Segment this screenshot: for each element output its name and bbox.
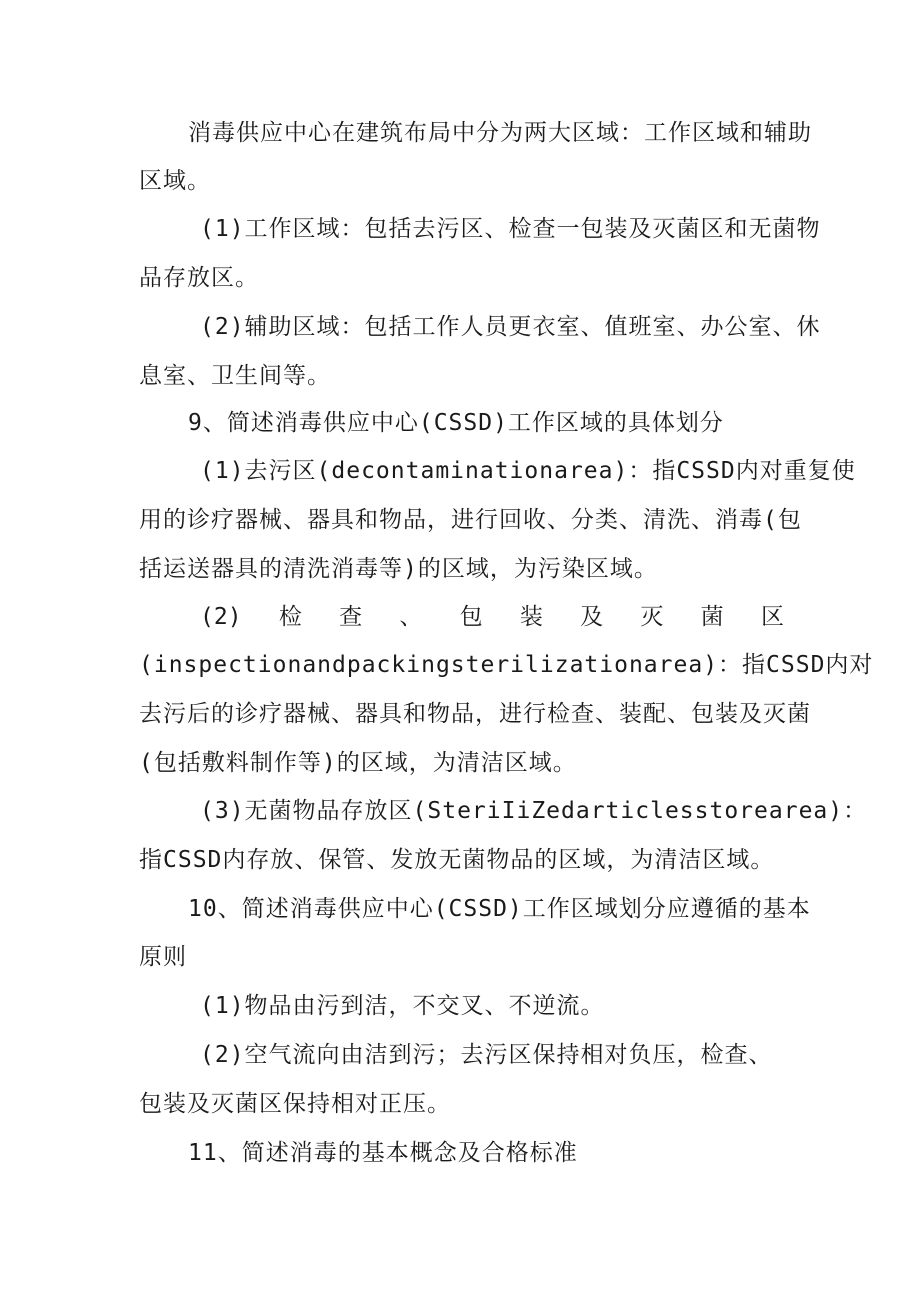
paragraph-line: 区域。 <box>139 168 211 194</box>
spaced-char: (2) <box>200 604 242 630</box>
spaced-char: 查 <box>339 604 363 630</box>
paragraph-line: (1)去污区(decontaminationarea)：指CSSD内对重复使 <box>200 458 856 484</box>
section-heading: 10、简述消毒供应中心(CSSD)工作区域划分应遵循的基本 <box>188 896 811 922</box>
section-heading-continuation: 原则 <box>139 944 187 970</box>
section-heading: 11、简述消毒的基本概念及合格标准 <box>188 1140 578 1166</box>
paragraph-line: 指CSSD内存放、保管、发放无菌物品的区域，为清洁区域。 <box>139 847 775 873</box>
spaced-char: 包 <box>459 604 483 630</box>
spaced-char: 及 <box>580 604 604 630</box>
section-heading: 9、简述消毒供应中心(CSSD)工作区域的具体划分 <box>188 410 724 436</box>
spaced-char: 区 <box>760 604 784 630</box>
paragraph-line: (1)物品由污到洁，不交叉、不逆流。 <box>200 993 605 1019</box>
spaced-heading-line <box>200 602 784 632</box>
paragraph-line: 品存放区。 <box>139 265 259 291</box>
paragraph-line: (2)辅助区域：包括工作人员更衣室、值班室、办公室、休 <box>200 314 821 340</box>
spaced-char: 灭 <box>640 604 664 630</box>
paragraph-line: (1)工作区域：包括去污区、检查一包装及灭菌区和无菌物 <box>200 216 821 242</box>
paragraph-line: 消毒供应中心在建筑布局中分为两大区域：工作区域和辅助 <box>188 120 812 146</box>
paragraph-line: 用的诊疗器械、器具和物品，进行回收、分类、清洗、消毒(包 <box>139 507 802 533</box>
paragraph-line: 括运送器具的清洗消毒等)的区域，为污染区域。 <box>139 556 658 582</box>
paragraph-line: (包括敷料制作等)的区域，为清洁区域。 <box>139 750 577 776</box>
spaced-char: 装 <box>519 604 543 630</box>
spaced-char: 菌 <box>700 604 724 630</box>
paragraph-line: (3)无菌物品存放区(SteriIiZedarticlesstorearea)： <box>200 798 868 824</box>
paragraph-line: 息室、卫生间等。 <box>139 363 331 389</box>
paragraph-line: (2)空气流向由洁到污；去污区保持相对负压，检查、 <box>200 1042 773 1068</box>
spaced-char: 检 <box>278 604 302 630</box>
paragraph-line: 包装及灭菌区保持相对正压。 <box>139 1091 451 1117</box>
paragraph-line: 去污后的诊疗器械、器具和物品，进行检查、装配、包装及灭菌 <box>139 701 811 727</box>
paragraph-line: (inspectionandpackingsterilizationarea)：指CSSD内对 <box>139 652 874 678</box>
spaced-char: 、 <box>399 604 423 630</box>
